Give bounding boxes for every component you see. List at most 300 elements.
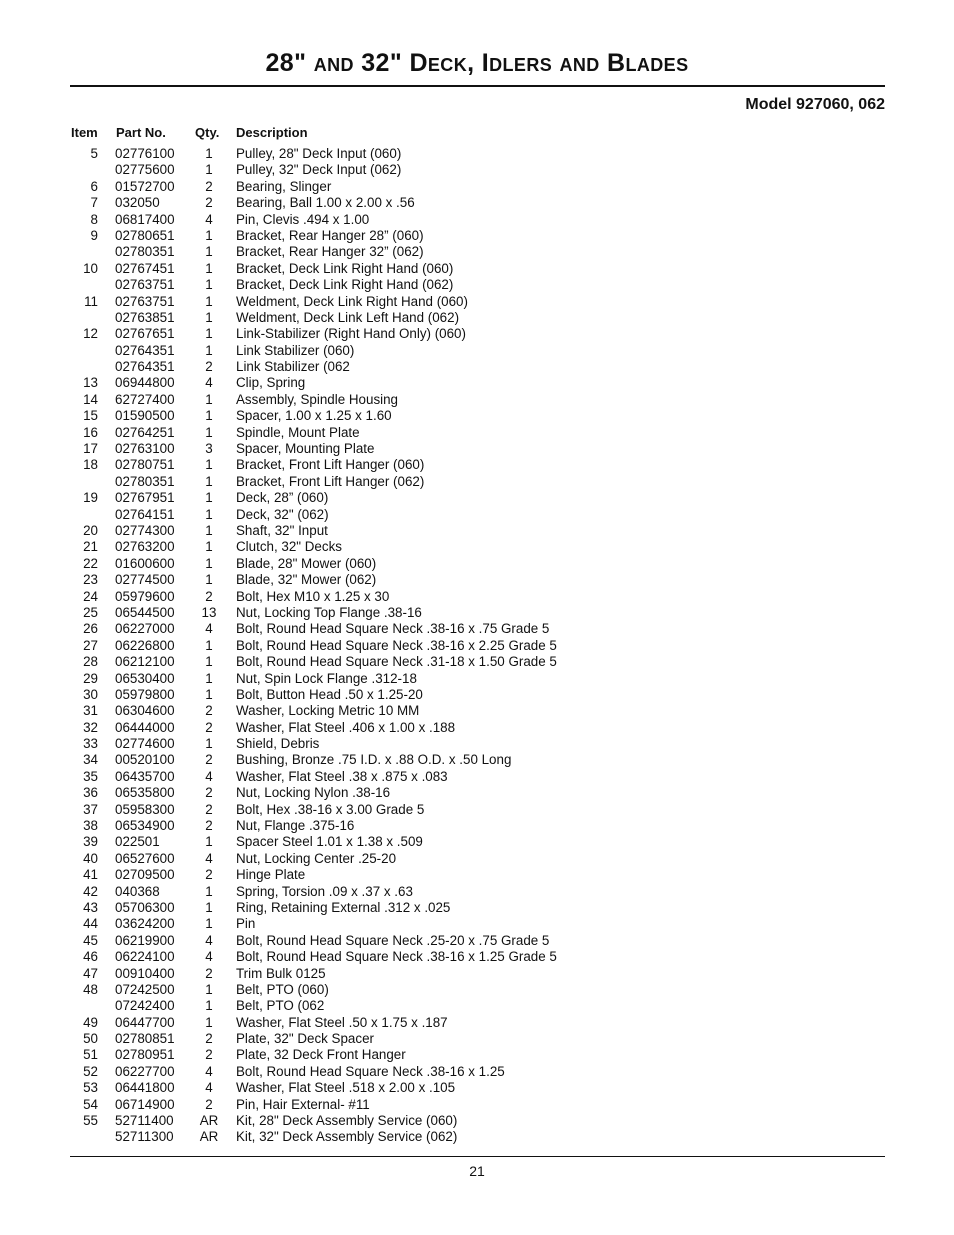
part-number: 02709500 — [115, 867, 175, 883]
item-number: 31 — [83, 703, 98, 719]
description: Deck, 28” (060) — [236, 490, 329, 506]
column-header-qty: Qty. — [195, 125, 220, 140]
table-row — [0, 457, 954, 473]
quantity: 1 — [205, 899, 213, 915]
part-number: 06534900 — [115, 818, 175, 834]
item-number: 14 — [83, 391, 98, 407]
part-number: 06224100 — [115, 949, 175, 965]
table-row — [0, 425, 954, 441]
quantity: 1 — [205, 834, 213, 850]
item-number: 27 — [83, 637, 98, 653]
item-number: 52 — [83, 1063, 98, 1079]
item-number: 9 — [90, 227, 98, 243]
item-number: 54 — [83, 1096, 98, 1112]
part-number: 02764251 — [115, 424, 175, 440]
table-row — [0, 179, 954, 195]
item-number: 48 — [83, 981, 98, 997]
description: Bracket, Deck Link Right Hand (060) — [236, 260, 454, 276]
item-number: 23 — [83, 572, 98, 588]
part-number: 52711400 — [115, 1113, 174, 1129]
description: Weldment, Deck Link Right Hand (060) — [236, 293, 468, 309]
part-number: 06535800 — [115, 785, 175, 801]
description: Blade, 28" Mower (060) — [236, 555, 377, 571]
description: Pin, Hair External- #11 — [236, 1096, 370, 1112]
quantity: 1 — [205, 326, 213, 342]
item-number: 38 — [83, 818, 98, 834]
item-number: 44 — [83, 916, 98, 932]
part-number: 07242400 — [115, 998, 175, 1014]
description: Belt, PTO (062 — [236, 998, 325, 1014]
description: Bracket, Front Lift Hanger (060) — [236, 457, 425, 473]
table-row — [0, 261, 954, 277]
quantity: 1 — [205, 555, 213, 571]
item-number: 8 — [90, 211, 98, 227]
item-number: 53 — [83, 1080, 98, 1096]
part-number: 02764351 — [115, 342, 175, 358]
part-number: 02780751 — [115, 457, 175, 473]
page-title: 28" and 32" Deck, Idlers and Blades — [265, 49, 689, 77]
table-row — [0, 408, 954, 424]
item-number: 16 — [83, 424, 98, 440]
part-number: 06441800 — [115, 1080, 175, 1096]
item-number: 26 — [83, 621, 98, 637]
quantity: 1 — [205, 522, 213, 538]
description: Bolt, Hex M10 x 1.25 x 30 — [236, 588, 390, 604]
part-number: 06944800 — [115, 375, 175, 391]
table-row — [0, 736, 954, 752]
table-row — [0, 523, 954, 539]
table-row — [0, 654, 954, 670]
description: Link Stabilizer (060) — [236, 342, 355, 358]
quantity: 1 — [205, 998, 213, 1014]
item-number: 43 — [83, 899, 98, 915]
table-row — [0, 359, 954, 375]
quantity: 4 — [205, 375, 213, 391]
column-header-part-no: Part No. — [116, 125, 166, 140]
part-number: 06227000 — [115, 621, 175, 637]
table-row — [0, 949, 954, 965]
description: Bolt, Round Head Square Neck .38-16 x .75 Grade 5 — [236, 621, 550, 637]
quantity: 1 — [205, 916, 213, 932]
table-row — [0, 310, 954, 326]
table-row — [0, 933, 954, 949]
part-number: 06714900 — [115, 1096, 175, 1112]
quantity: 2 — [205, 1096, 213, 1112]
quantity: 1 — [205, 293, 213, 309]
part-number: 05979600 — [115, 588, 175, 604]
description: Pin, Clevis .494 x 1.00 — [236, 211, 370, 227]
parts-list — [0, 146, 954, 1146]
description: Shaft, 32" Input — [236, 522, 328, 538]
table-row — [0, 572, 954, 588]
description: Nut, Flange .375-16 — [236, 818, 355, 834]
description: Clip, Spring — [236, 375, 306, 391]
item-number: 49 — [83, 1014, 98, 1030]
table-row — [0, 671, 954, 687]
item-number: 6 — [90, 178, 98, 194]
part-number: 06544500 — [115, 604, 175, 620]
table-row — [0, 605, 954, 621]
description: Nut, Locking Top Flange .38-16 — [236, 604, 422, 620]
part-number: 06227700 — [115, 1063, 175, 1079]
description: Bearing, Slinger — [236, 178, 332, 194]
table-row — [0, 244, 954, 260]
part-number: 62727400 — [115, 391, 175, 407]
quantity: 2 — [205, 588, 213, 604]
table-row — [0, 441, 954, 457]
description: Bracket, Deck Link Right Hand (062) — [236, 277, 454, 293]
part-number: 02780851 — [115, 1031, 175, 1047]
part-number: 06530400 — [115, 670, 175, 686]
description: Pulley, 28" Deck Input (060) — [236, 146, 402, 161]
quantity: 2 — [205, 719, 213, 735]
part-number: 02763200 — [115, 539, 175, 555]
part-number: 01572700 — [115, 178, 175, 194]
table-row — [0, 556, 954, 572]
description: Spacer, Mounting Plate — [236, 441, 375, 457]
table-row — [0, 916, 954, 932]
item-number: 30 — [83, 686, 98, 702]
table-row — [0, 1047, 954, 1063]
description: Hinge Plate — [236, 867, 306, 883]
part-number: 06447700 — [115, 1014, 175, 1030]
item-number: 40 — [83, 850, 98, 866]
item-number: 11 — [84, 293, 98, 309]
description: Bolt, Round Head Square Neck .31-18 x 1.50 Grade 5 — [236, 654, 557, 670]
description: Link-Stabilizer (Right Hand Only) (060) — [236, 326, 466, 342]
table-row — [0, 1064, 954, 1080]
quantity: 1 — [205, 670, 213, 686]
part-number: 06212100 — [115, 654, 175, 670]
table-row — [0, 1015, 954, 1031]
part-number: 01590500 — [115, 408, 175, 424]
description: Deck, 32" (062) — [236, 506, 329, 522]
item-number: 32 — [83, 719, 98, 735]
item-number: 13 — [83, 375, 98, 391]
description: Bolt, Round Head Square Neck .38-16 x 1.25 Grade 5 — [236, 949, 557, 965]
title-divider — [70, 85, 885, 87]
part-number: 06435700 — [115, 768, 175, 784]
quantity: 4 — [205, 932, 213, 948]
table-row — [0, 146, 954, 162]
item-number: 37 — [83, 801, 98, 817]
description: Spindle, Mount Plate — [236, 424, 360, 440]
description: Bolt, Round Head Square Neck .38-16 x 1.25 — [236, 1063, 505, 1079]
part-number: 02763851 — [115, 309, 175, 325]
part-number: 022501 — [115, 834, 160, 850]
item-number: 46 — [83, 949, 98, 965]
column-header-description: Description — [236, 125, 308, 140]
quantity: 2 — [205, 965, 213, 981]
part-number: 03624200 — [115, 916, 175, 932]
description: Washer, Flat Steel .518 x 2.00 x .105 — [236, 1080, 456, 1096]
part-number: 52711300 — [115, 1129, 174, 1145]
part-number: 02774500 — [115, 572, 175, 588]
part-number: 040368 — [115, 883, 160, 899]
item-number: 7 — [90, 195, 98, 211]
item-number: 18 — [83, 457, 98, 473]
item-number: 10 — [83, 260, 98, 276]
quantity: 2 — [205, 752, 213, 768]
quantity: 4 — [205, 1063, 213, 1079]
quantity: 1 — [205, 227, 213, 243]
part-number: 02767951 — [115, 490, 175, 506]
part-number: 02776100 — [115, 146, 175, 161]
part-number: 05979800 — [115, 686, 175, 702]
description: Bolt, Round Head Square Neck .38-16 x 2.25 Grade 5 — [236, 637, 557, 653]
quantity: 1 — [205, 883, 213, 899]
quantity: 1 — [205, 162, 213, 178]
quantity: 1 — [205, 686, 213, 702]
item-number: 33 — [83, 736, 98, 752]
quantity: 3 — [205, 441, 213, 457]
part-number: 02780351 — [115, 473, 175, 489]
description: Bolt, Hex .38-16 x 3.00 Grade 5 — [236, 801, 425, 817]
table-row — [0, 752, 954, 768]
quantity: 1 — [205, 490, 213, 506]
description: Bracket, Rear Hanger 28” (060) — [236, 227, 424, 243]
description: Bracket, Rear Hanger 32” (062) — [236, 244, 424, 260]
table-row — [0, 867, 954, 883]
item-number: 35 — [83, 768, 98, 784]
quantity: 1 — [205, 244, 213, 260]
description: Plate, 32 Deck Front Hanger — [236, 1047, 406, 1063]
item-number: 21 — [83, 539, 98, 555]
item-number: 39 — [83, 834, 98, 850]
table-row — [0, 966, 954, 982]
item-number: 20 — [83, 522, 98, 538]
description: Kit, 28" Deck Assembly Service (060) — [236, 1113, 458, 1129]
quantity: 1 — [205, 146, 213, 161]
quantity: 2 — [205, 178, 213, 194]
table-row — [0, 687, 954, 703]
quantity: 4 — [205, 211, 213, 227]
part-number: 05958300 — [115, 801, 175, 817]
description: Washer, Locking Metric 10 MM — [236, 703, 420, 719]
quantity: 4 — [205, 949, 213, 965]
table-row — [0, 228, 954, 244]
part-number: 02774300 — [115, 522, 175, 538]
table-row — [0, 1080, 954, 1096]
table-row — [0, 195, 954, 211]
description: Bushing, Bronze .75 I.D. x .88 O.D. x .50 Long — [236, 752, 512, 768]
part-number: 02775600 — [115, 162, 175, 178]
part-number: 032050 — [115, 195, 160, 211]
description: Pin — [236, 916, 256, 932]
description: Trim Bulk 0125 — [236, 965, 326, 981]
quantity: 1 — [205, 309, 213, 325]
quantity: 4 — [205, 768, 213, 784]
quantity: 1 — [205, 424, 213, 440]
description: Kit, 32" Deck Assembly Service (062) — [236, 1129, 458, 1145]
item-number: 45 — [83, 932, 98, 948]
quantity: 4 — [205, 621, 213, 637]
description: Clutch, 32" Decks — [236, 539, 342, 555]
description: Ring, Retaining External .312 x .025 — [236, 899, 451, 915]
description: Shield, Debris — [236, 736, 320, 752]
part-number: 07242500 — [115, 981, 175, 997]
part-number: 02774600 — [115, 736, 175, 752]
table-row — [0, 1031, 954, 1047]
quantity: 1 — [205, 506, 213, 522]
item-number: 51 — [83, 1047, 98, 1063]
description: Link Stabilizer (062 — [236, 359, 350, 375]
part-number: 06527600 — [115, 850, 175, 866]
part-number: 02767651 — [115, 326, 175, 342]
item-number: 25 — [83, 604, 98, 620]
part-number: 02763751 — [115, 293, 175, 309]
item-number: 15 — [83, 408, 98, 424]
item-number: 12 — [83, 326, 98, 342]
table-row — [0, 375, 954, 391]
part-number: 00910400 — [115, 965, 175, 981]
item-number: 22 — [83, 555, 98, 571]
part-number: 06304600 — [115, 703, 175, 719]
description: Bracket, Front Lift Hanger (062) — [236, 473, 425, 489]
table-row — [0, 621, 954, 637]
description: Bearing, Ball 1.00 x 2.00 x .56 — [236, 195, 415, 211]
table-row — [0, 589, 954, 605]
item-number: 42 — [83, 883, 98, 899]
table-row — [0, 638, 954, 654]
description: Bolt, Button Head .50 x 1.25-20 — [236, 686, 423, 702]
description: Spacer, 1.00 x 1.25 x 1.60 — [236, 408, 392, 424]
description: Washer, Flat Steel .406 x 1.00 x .188 — [236, 719, 456, 735]
table-row — [0, 785, 954, 801]
item-number: 36 — [83, 785, 98, 801]
quantity: 2 — [205, 801, 213, 817]
table-row — [0, 802, 954, 818]
table-row — [0, 1113, 954, 1129]
part-number: 02780951 — [115, 1047, 175, 1063]
quantity: 1 — [205, 260, 213, 276]
table-row — [0, 818, 954, 834]
part-number: 06219900 — [115, 932, 175, 948]
item-number: 34 — [83, 752, 98, 768]
quantity: 1 — [205, 981, 213, 997]
table-row — [0, 539, 954, 555]
quantity: 2 — [205, 195, 213, 211]
footer-divider — [70, 1156, 885, 1157]
part-number: 02780351 — [115, 244, 175, 260]
item-number: 17 — [83, 441, 98, 457]
part-number: 01600600 — [115, 555, 175, 571]
quantity: 1 — [205, 654, 213, 670]
item-number: 19 — [83, 490, 98, 506]
quantity: 2 — [205, 1031, 213, 1047]
table-row — [0, 1097, 954, 1113]
quantity: 4 — [205, 850, 213, 866]
quantity: AR — [199, 1129, 219, 1145]
part-number: 06226800 — [115, 637, 175, 653]
table-row — [0, 834, 954, 850]
part-number: 06817400 — [115, 211, 175, 227]
quantity: 1 — [205, 539, 213, 555]
item-number: 24 — [83, 588, 98, 604]
part-number: 02763100 — [115, 441, 175, 457]
description: Bolt, Round Head Square Neck .25-20 x .75 Grade 5 — [236, 932, 550, 948]
description: Plate, 32" Deck Spacer — [236, 1031, 374, 1047]
quantity: AR — [199, 1113, 219, 1129]
item-number: 28 — [83, 654, 98, 670]
part-number: 02763751 — [115, 277, 175, 293]
item-number: 5 — [90, 146, 98, 161]
part-number: 02764351 — [115, 359, 175, 375]
table-row — [0, 326, 954, 342]
table-row — [0, 392, 954, 408]
column-header-item: Item — [71, 125, 98, 140]
table-row — [0, 703, 954, 719]
quantity: 1 — [205, 342, 213, 358]
part-number: 02764151 — [115, 506, 175, 522]
table-row — [0, 474, 954, 490]
quantity: 1 — [205, 457, 213, 473]
quantity: 1 — [205, 408, 213, 424]
page-number: 21 — [469, 1163, 485, 1179]
table-row — [0, 277, 954, 293]
table-row — [0, 1129, 954, 1145]
part-number: 02767451 — [115, 260, 175, 276]
quantity: 1 — [205, 637, 213, 653]
quantity: 2 — [205, 785, 213, 801]
part-number: 05706300 — [115, 899, 175, 915]
quantity: 2 — [205, 1047, 213, 1063]
table-row — [0, 982, 954, 998]
description: Washer, Flat Steel .38 x .875 x .083 — [236, 768, 448, 784]
description: Assembly, Spindle Housing — [236, 391, 399, 407]
table-row — [0, 507, 954, 523]
quantity: 1 — [205, 572, 213, 588]
table-row — [0, 884, 954, 900]
part-number: 06444000 — [115, 719, 175, 735]
quantity: 2 — [205, 359, 213, 375]
part-number: 00520100 — [115, 752, 175, 768]
quantity: 4 — [205, 1080, 213, 1096]
table-row — [0, 294, 954, 310]
description: Nut, Locking Nylon .38-16 — [236, 785, 391, 801]
table-row — [0, 162, 954, 178]
quantity: 1 — [205, 277, 213, 293]
quantity: 2 — [205, 867, 213, 883]
quantity: 2 — [205, 703, 213, 719]
table-row — [0, 998, 954, 1014]
part-number: 02780651 — [115, 227, 175, 243]
model-label: Model 927060, 062 — [745, 96, 885, 113]
item-number: 29 — [83, 670, 98, 686]
quantity: 1 — [205, 473, 213, 489]
quantity: 13 — [201, 604, 217, 620]
description: Belt, PTO (060) — [236, 981, 329, 997]
item-number: 50 — [83, 1031, 98, 1047]
table-row — [0, 343, 954, 359]
description: Weldment, Deck Link Left Hand (062) — [236, 309, 460, 325]
table-row — [0, 720, 954, 736]
quantity: 1 — [205, 1014, 213, 1030]
description: Nut, Spin Lock Flange .312-18 — [236, 670, 417, 686]
quantity: 2 — [205, 818, 213, 834]
description: Blade, 32" Mower (062) — [236, 572, 377, 588]
quantity: 1 — [205, 391, 213, 407]
table-row — [0, 851, 954, 867]
item-number: 55 — [83, 1113, 98, 1129]
table-row — [0, 900, 954, 916]
table-row — [0, 769, 954, 785]
description: Spring, Torsion .09 x .37 x .63 — [236, 883, 413, 899]
quantity: 1 — [205, 736, 213, 752]
description: Nut, Locking Center .25-20 — [236, 850, 397, 866]
description: Washer, Flat Steel .50 x 1.75 x .187 — [236, 1014, 448, 1030]
description: Spacer Steel 1.01 x 1.38 x .509 — [236, 834, 423, 850]
